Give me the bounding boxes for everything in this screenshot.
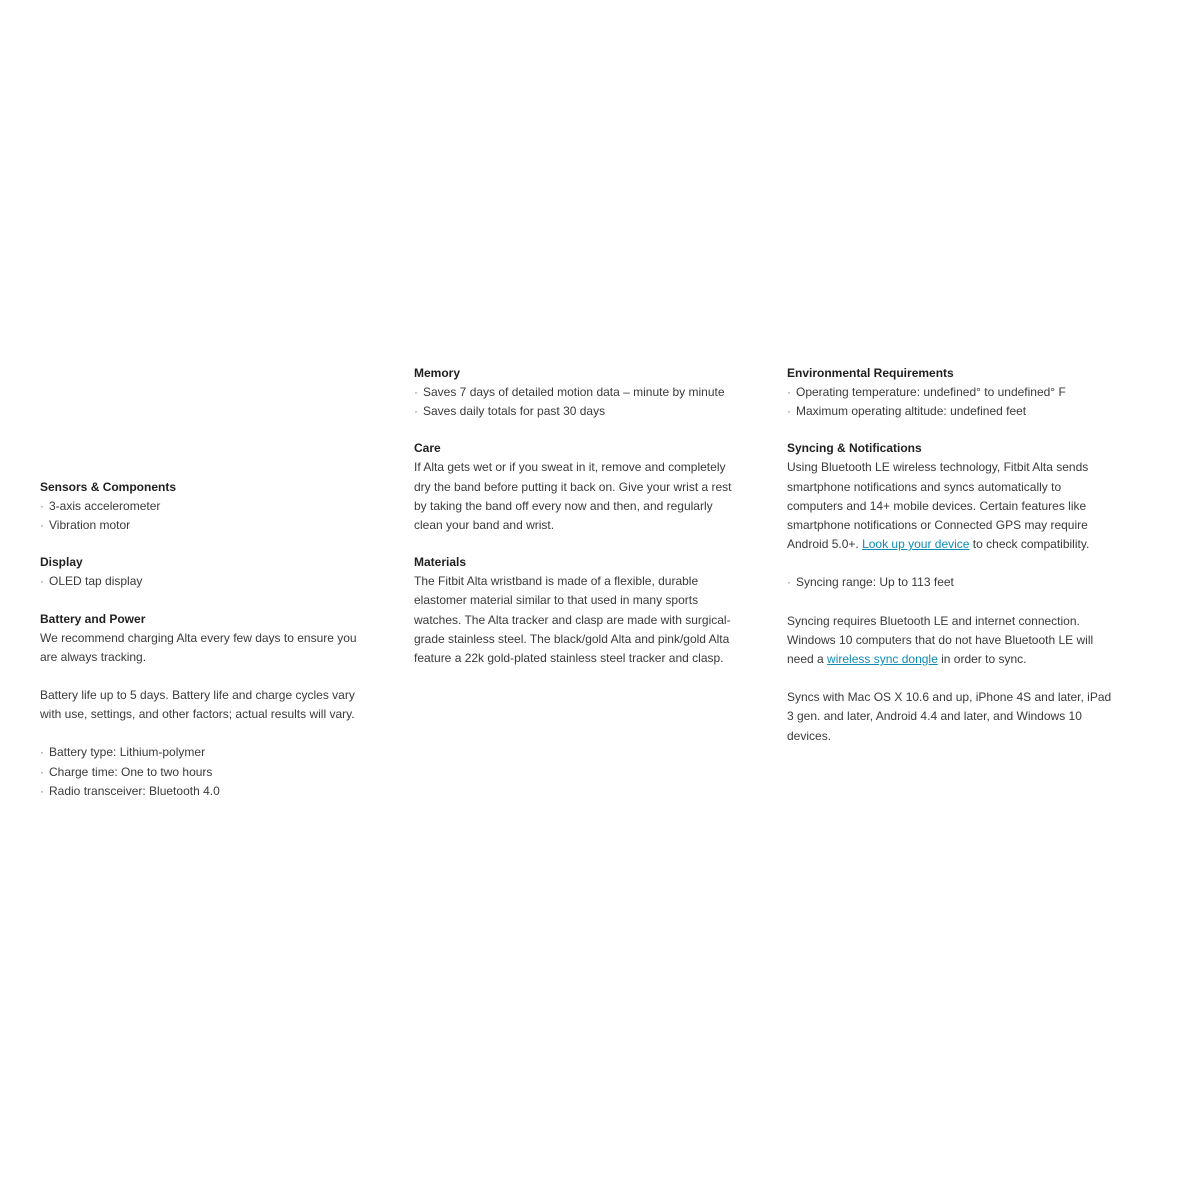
list-item: · Battery type: Lithium-polymer [40, 743, 360, 762]
care-title: Care [414, 441, 441, 456]
battery-list [40, 743, 360, 801]
list-item: · Saves daily totals for past 30 days [414, 402, 744, 421]
sensors-section [40, 478, 360, 535]
care-section [414, 439, 744, 535]
environment-list [787, 383, 1117, 421]
sensors-list [40, 497, 360, 535]
memory-title: Memory [414, 366, 461, 380]
sensors-title: Sensors & Components [40, 480, 177, 494]
battery-recommendation: We recommend charging Alta every few days to ensure you are always tracking. [40, 630, 357, 664]
display-list [40, 572, 360, 591]
syncing-section [787, 439, 1117, 745]
environment-title: Environmental Requirements [787, 366, 954, 380]
list-item: · Operating temperature: undefined° to undefined° F [787, 383, 1117, 402]
materials-section [414, 553, 744, 668]
list-item: · Syncing range: Up to 113 feet [787, 573, 1117, 592]
materials-title: Materials [414, 555, 467, 570]
list-item: · Maximum operating altitude: undefined feet [787, 402, 1117, 421]
environment-section [787, 364, 1117, 421]
memory-section [414, 364, 744, 421]
display-section [40, 553, 360, 591]
syncing-intro-text: Using Bluetooth LE wireless technology, Fitbit Alta sends smartphone notifications and syncs automatically to computers and 14+ mobile devices. Certain features like smartphone notifications or Connected GPS may require Android 5.0+. [787, 460, 1089, 552]
battery-section [40, 610, 360, 801]
list-item: · Radio transceiver: Bluetooth 4.0 [40, 782, 360, 801]
syncing-compatibility: Syncs with Mac OS X 10.6 and up, iPhone 4S and later, iPad 3 gen. and later, Android 4.4 and later, and Windows 10 devices. [787, 690, 1112, 743]
battery-life-text: Battery life up to 5 days. Battery life and charge cycles vary with use, settings, and other factors; actual results will vary. [40, 688, 355, 722]
specs-column-right [787, 364, 1117, 764]
care-text: If Alta gets wet or if you sweat in it, remove and completely dry the band before putting it back on. Give your wrist a rest by taking the band off every now and then, and regularly clean your band and wrist. [414, 460, 732, 533]
memory-list [414, 383, 744, 421]
list-item: · Charge time: One to two hours [40, 763, 360, 782]
display-title: Display [40, 555, 83, 570]
syncing-list [787, 573, 1117, 592]
syncing-requirements-after: in order to sync. [937, 652, 1027, 667]
look-up-device-link[interactable]: Look up your device [862, 537, 970, 552]
syncing-requirements [787, 612, 1117, 670]
list-item: · Vibration motor [40, 516, 360, 535]
syncing-intro-after: to check compatibility. [969, 537, 1090, 552]
wireless-sync-dongle-link[interactable]: wireless sync dongle [827, 652, 938, 667]
list-item: · Saves 7 days of detailed motion data – minute by minute [414, 383, 744, 402]
specs-column-left [40, 478, 360, 819]
list-item: · 3-axis accelerometer [40, 497, 360, 516]
materials-text: The Fitbit Alta wristband is made of a flexible, durable elastomer material similar to that used in many sports watches. The Alta tracker and clasp are made with surgical-grade stainless steel. The black/gold Alta and pink/gold Alta feature a 22k gold-plated stainless steel tracker and clasp. [414, 574, 731, 666]
specs-column-middle [414, 364, 744, 686]
syncing-title: Syncing & Notifications [787, 441, 922, 456]
battery-title: Battery and Power [40, 611, 146, 626]
syncing-requirements-text: Syncing requires Bluetooth LE and internet connection. Windows 10 computers that do not have Bluetooth LE will need a [787, 613, 1094, 667]
syncing-intro [787, 458, 1117, 554]
list-item: · OLED tap display [40, 572, 360, 591]
